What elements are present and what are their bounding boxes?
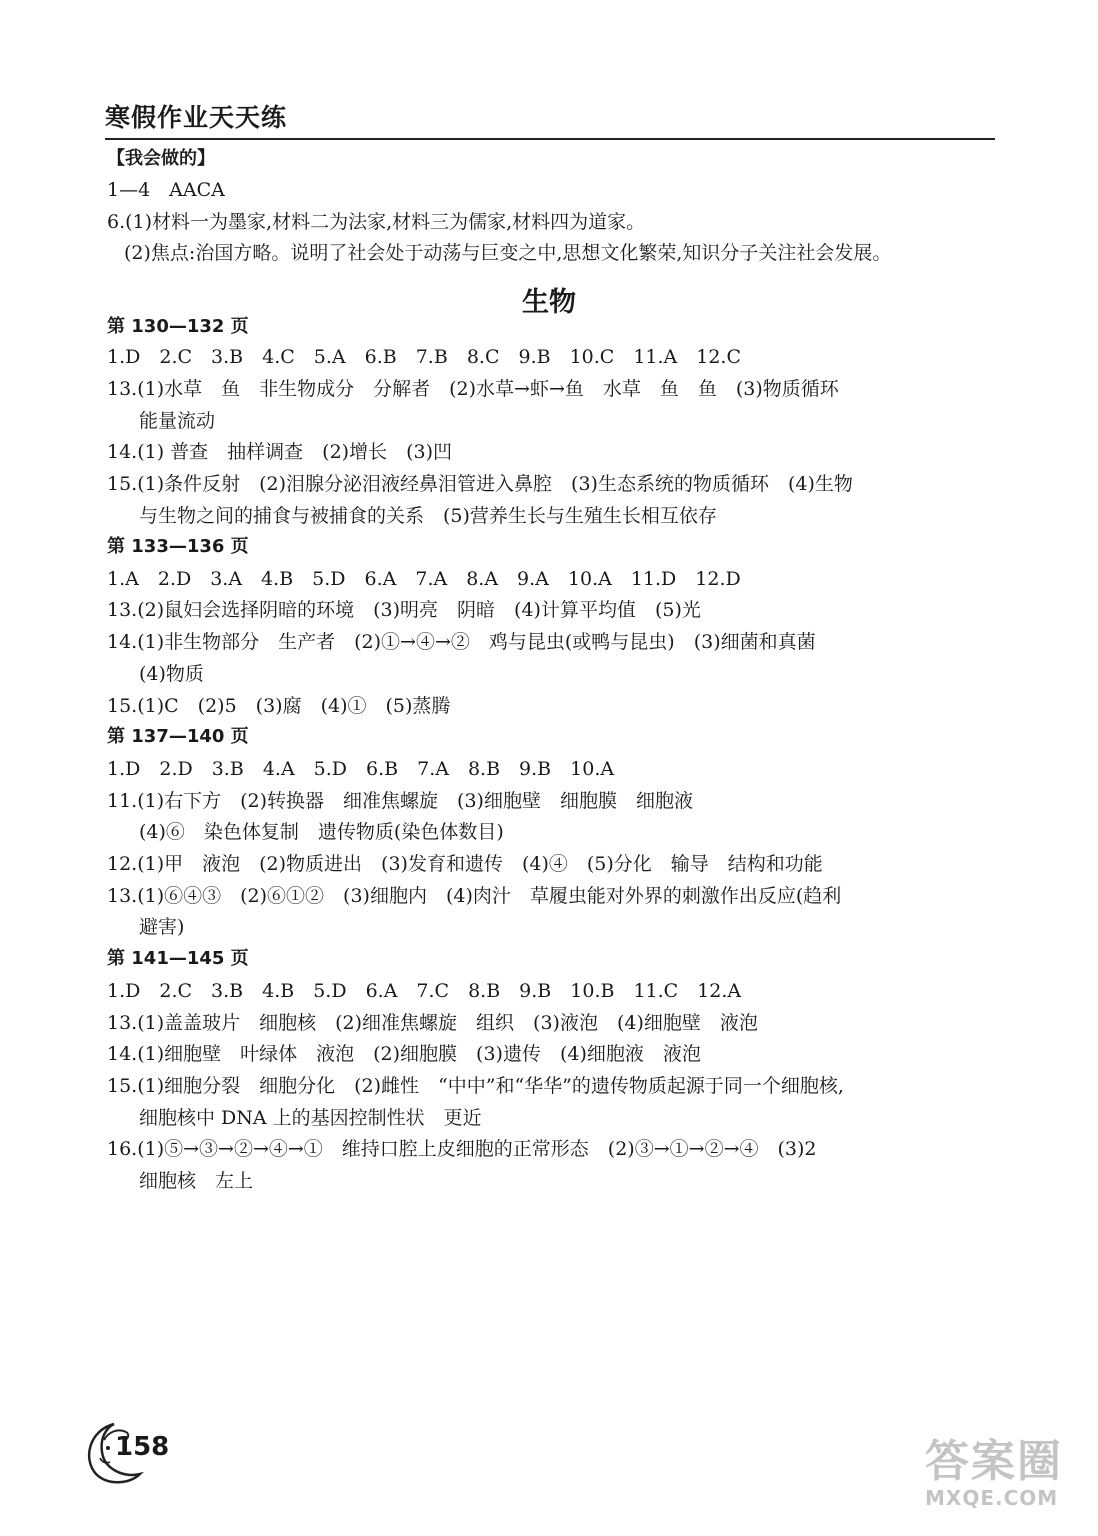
section-heading: 第 141—145 页 [107,948,249,969]
answer-line: 细胞核中 DNA 上的基因控制性状 更近 [139,1107,482,1129]
answer-line: 避害) [139,916,185,938]
answer-line: 6.(1)材料一为墨家,材料二为法家,材料三为儒家,材料四为道家。 [107,211,646,233]
answer-line: 能量流动 [139,410,216,432]
book-title: 寒假作业天天练 [105,103,288,132]
answer-line: 与生物之间的捕食与被捕食的关系 (5)营养生长与生殖生长相互依存 [139,505,717,527]
section-heading: 第 137—140 页 [107,726,249,747]
watermark-url: MXQE.COM [925,1486,1059,1510]
answer-line: (4)⑥ 染色体复制 遗传物质(染色体数目) [139,821,504,843]
answer-line: (4)物质 [139,663,204,685]
watermark [925,1436,1085,1530]
answer-line: (2)焦点:治国方略。说明了社会处于动荡与巨变之中,思想文化繁荣,知识分子关注社会发展。 [124,242,892,264]
watermark-logo: 答案圈 [925,1436,1063,1487]
page-number: 158 [115,1432,170,1462]
answer-line: 15.(1)条件反射 (2)泪腺分泌泪液经鼻泪管进入鼻腔 (3)生态系统的物质循环 (4)生物 [107,473,853,495]
answer-line: 11.(1)右下方 (2)转换器 细准焦螺旋 (3)细胞壁 细胞膜 细胞液 [107,790,693,812]
subject-title: 生物 [522,287,576,318]
page-header [105,98,995,140]
answer-line: 13.(1)盖盖玻片 细胞核 (2)细准焦螺旋 组织 (3)液泡 (4)细胞壁 液泡 [107,1012,758,1034]
answer-line: 细胞核 左上 [139,1170,254,1192]
answer-line: 15.(1)C (2)5 (3)腐 (4)① (5)蒸腾 [107,695,451,717]
answer-line: 15.(1)细胞分裂 细胞分化 (2)雌性 “中中”和“华华”的遗传物质起源于同一个细胞核, [107,1075,844,1097]
section-heading: 第 133—136 页 [107,536,249,557]
intro-heading: 【我会做的】 [107,148,215,169]
answer-line: 14.(1)细胞壁 叶绿体 液泡 (2)细胞膜 (3)遗传 (4)细胞液 液泡 [107,1043,701,1065]
answer-line: 14.(1)非生物部分 生产者 (2)①→④→② 鸡与昆虫(或鸭与昆虫) (3)细菌和真菌 [107,631,816,653]
answer-line: 1.D 2.D 3.B 4.A 5.D 6.B 7.A 8.B 9.B 10.A [107,758,615,780]
answer-line: 1.D 2.C 3.B 4.C 5.A 6.B 7.B 8.C 9.B 10.C 11.A 12.C [107,346,742,368]
answer-line: 1.A 2.D 3.A 4.B 5.D 6.A 7.A 8.A 9.A 10.A 11.D 12.D [107,568,741,590]
answer-line: 1.D 2.C 3.B 4.B 5.D 6.A 7.C 8.B 9.B 10.B 11.C 12.A [107,980,742,1002]
section-heading: 第 130—132 页 [107,316,249,337]
answer-line: 14.(1) 普查 抽样调查 (2)增长 (3)凹 [107,441,452,463]
answer-line: 13.(1)⑥④③ (2)⑥①② (3)细胞内 (4)肉汁 草履虫能对外界的刺激作出反应(趋利 [107,885,842,907]
answer-line: 1—4 AACA [107,179,225,201]
answer-line: 12.(1)甲 液泡 (2)物质进出 (3)发育和遗传 (4)④ (5)分化 输导 结构和功能 [107,853,823,875]
answer-line: 16.(1)⑤→③→②→④→① 维持口腔上皮细胞的正常形态 (2)③→①→②→④ (3)2 [107,1138,817,1160]
answer-line: 13.(1)水草 鱼 非生物成分 分解者 (2)水草→虾→鱼 水草 鱼 鱼 (3)物质循环 [107,378,839,400]
answer-line: 13.(2)鼠妇会选择阴暗的环境 (3)明亮 阴暗 (4)计算平均值 (5)光 [107,599,701,621]
